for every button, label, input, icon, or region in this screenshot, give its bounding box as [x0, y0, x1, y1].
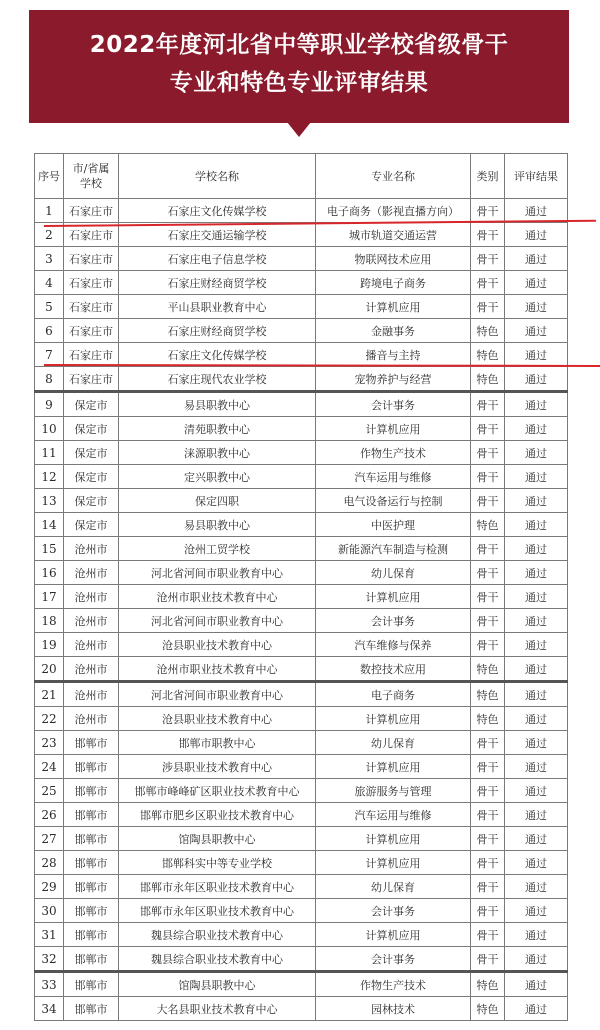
cell-city: 沧州市 — [64, 707, 119, 731]
cell-school: 沧县职业技术教育中心 — [119, 633, 316, 657]
cell-city: 邯郸市 — [64, 923, 119, 947]
cell-result: 通过 — [505, 199, 568, 223]
cell-no: 30 — [35, 899, 64, 923]
cell-city: 石家庄市 — [64, 367, 119, 392]
cell-major: 园林技术 — [316, 997, 471, 1021]
cell-major: 会计事务 — [316, 899, 471, 923]
header-no: 序号 — [35, 154, 64, 199]
table-row — [35, 367, 568, 392]
cell-city: 保定市 — [64, 465, 119, 489]
cell-no: 23 — [35, 731, 64, 755]
cell-no: 21 — [35, 682, 64, 707]
header-result: 评审结果 — [505, 154, 568, 199]
cell-result: 通过 — [505, 923, 568, 947]
cell-school: 馆陶县职教中心 — [119, 827, 316, 851]
cell-city: 保定市 — [64, 513, 119, 537]
cell-category: 特色 — [471, 343, 505, 367]
table-row — [35, 343, 568, 367]
cell-city: 邯郸市 — [64, 851, 119, 875]
cell-major: 幼儿保育 — [316, 731, 471, 755]
cell-school: 馆陶县职教中心 — [119, 972, 316, 997]
cell-category: 骨干 — [471, 803, 505, 827]
cell-category: 骨干 — [471, 223, 505, 247]
cell-result: 通过 — [505, 682, 568, 707]
cell-school: 涉县职业技术教育中心 — [119, 755, 316, 779]
cell-result: 通过 — [505, 489, 568, 513]
cell-major: 数控技术应用 — [316, 657, 471, 682]
cell-category: 骨干 — [471, 417, 505, 441]
cell-category: 骨干 — [471, 441, 505, 465]
table-row — [35, 585, 568, 609]
cell-major: 汽车运用与维修 — [316, 465, 471, 489]
table-row — [35, 997, 568, 1021]
cell-school: 定兴职教中心 — [119, 465, 316, 489]
cell-result: 通过 — [505, 465, 568, 489]
title-banner — [29, 10, 569, 123]
header-city-line-2: 学校 — [80, 177, 102, 190]
table-row — [35, 633, 568, 657]
cell-major: 金融事务 — [316, 319, 471, 343]
cell-no: 19 — [35, 633, 64, 657]
cell-category: 特色 — [471, 657, 505, 682]
cell-category: 特色 — [471, 972, 505, 997]
banner-pointer-icon — [287, 122, 311, 137]
table-row — [35, 199, 568, 223]
cell-category: 特色 — [471, 682, 505, 707]
cell-no: 4 — [35, 271, 64, 295]
cell-school: 河北省河间市职业教育中心 — [119, 561, 316, 585]
cell-school: 平山县职业教育中心 — [119, 295, 316, 319]
table-row — [35, 755, 568, 779]
cell-major: 电子商务 — [316, 682, 471, 707]
cell-city: 沧州市 — [64, 609, 119, 633]
cell-school: 涞源职教中心 — [119, 441, 316, 465]
cell-major: 计算机应用 — [316, 295, 471, 319]
table-row — [35, 707, 568, 731]
cell-no: 28 — [35, 851, 64, 875]
cell-no: 24 — [35, 755, 64, 779]
cell-city: 邯郸市 — [64, 899, 119, 923]
cell-result: 通过 — [505, 271, 568, 295]
table-row — [35, 827, 568, 851]
table-row — [35, 465, 568, 489]
table-row — [35, 489, 568, 513]
cell-city: 邯郸市 — [64, 997, 119, 1021]
cell-no: 20 — [35, 657, 64, 682]
cell-result: 通过 — [505, 707, 568, 731]
cell-school: 大名县职业技术教育中心 — [119, 997, 316, 1021]
cell-category: 骨干 — [471, 489, 505, 513]
table-row — [35, 803, 568, 827]
cell-category: 骨干 — [471, 899, 505, 923]
cell-school: 邯郸市峰峰矿区职业技术教育中心 — [119, 779, 316, 803]
table-row — [35, 537, 568, 561]
cell-city: 石家庄市 — [64, 319, 119, 343]
cell-category: 骨干 — [471, 633, 505, 657]
cell-city: 保定市 — [64, 489, 119, 513]
table-row — [35, 731, 568, 755]
cell-no: 6 — [35, 319, 64, 343]
cell-city: 邯郸市 — [64, 875, 119, 899]
cell-category: 骨干 — [471, 923, 505, 947]
cell-no: 18 — [35, 609, 64, 633]
cell-major: 物联网技术应用 — [316, 247, 471, 271]
cell-category: 特色 — [471, 513, 505, 537]
cell-category: 骨干 — [471, 271, 505, 295]
title-line-2: 专业和特色专业评审结果 — [169, 70, 429, 96]
cell-major: 宠物养护与经营 — [316, 367, 471, 392]
cell-result: 通过 — [505, 827, 568, 851]
cell-major: 幼儿保育 — [316, 875, 471, 899]
cell-major: 电气设备运行与控制 — [316, 489, 471, 513]
cell-school: 易县职教中心 — [119, 513, 316, 537]
cell-major: 计算机应用 — [316, 851, 471, 875]
cell-major: 会计事务 — [316, 392, 471, 417]
cell-result: 通过 — [505, 851, 568, 875]
cell-no: 33 — [35, 972, 64, 997]
cell-category: 特色 — [471, 997, 505, 1021]
cell-category: 骨干 — [471, 537, 505, 561]
cell-category: 骨干 — [471, 247, 505, 271]
cell-result: 通过 — [505, 417, 568, 441]
cell-result: 通过 — [505, 537, 568, 561]
cell-city: 石家庄市 — [64, 343, 119, 367]
cell-school: 保定四职 — [119, 489, 316, 513]
cell-result: 通过 — [505, 561, 568, 585]
cell-result: 通过 — [505, 585, 568, 609]
cell-city: 邯郸市 — [64, 755, 119, 779]
table-row — [35, 319, 568, 343]
cell-no: 27 — [35, 827, 64, 851]
cell-result: 通过 — [505, 343, 568, 367]
table-row — [35, 609, 568, 633]
cell-result: 通过 — [505, 779, 568, 803]
table-row — [35, 682, 568, 707]
table-row — [35, 923, 568, 947]
cell-result: 通过 — [505, 295, 568, 319]
table-row — [35, 513, 568, 537]
cell-city: 沧州市 — [64, 537, 119, 561]
cell-no: 3 — [35, 247, 64, 271]
cell-result: 通过 — [505, 731, 568, 755]
table-row — [35, 779, 568, 803]
cell-city: 邯郸市 — [64, 827, 119, 851]
cell-city: 沧州市 — [64, 633, 119, 657]
table-row — [35, 657, 568, 682]
cell-city: 石家庄市 — [64, 223, 119, 247]
cell-result: 通过 — [505, 441, 568, 465]
cell-school: 沧州市职业技术教育中心 — [119, 657, 316, 682]
cell-no: 32 — [35, 947, 64, 972]
cell-school: 邯郸市永年区职业技术教育中心 — [119, 899, 316, 923]
cell-result: 通过 — [505, 392, 568, 417]
table-row — [35, 947, 568, 972]
cell-result: 通过 — [505, 972, 568, 997]
cell-school: 石家庄财经商贸学校 — [119, 319, 316, 343]
cell-major: 汽车运用与维修 — [316, 803, 471, 827]
cell-major: 计算机应用 — [316, 585, 471, 609]
cell-major: 作物生产技术 — [316, 441, 471, 465]
table-row — [35, 441, 568, 465]
cell-city: 邯郸市 — [64, 972, 119, 997]
cell-category: 骨干 — [471, 392, 505, 417]
cell-category: 骨干 — [471, 755, 505, 779]
cell-no: 1 — [35, 199, 64, 223]
cell-major: 旅游服务与管理 — [316, 779, 471, 803]
cell-school: 魏县综合职业技术教育中心 — [119, 923, 316, 947]
table-header-row — [35, 154, 568, 199]
cell-result: 通过 — [505, 803, 568, 827]
cell-category: 骨干 — [471, 851, 505, 875]
cell-result: 通过 — [505, 223, 568, 247]
cell-no: 34 — [35, 997, 64, 1021]
cell-city: 石家庄市 — [64, 295, 119, 319]
cell-school: 石家庄文化传媒学校 — [119, 343, 316, 367]
cell-major: 计算机应用 — [316, 417, 471, 441]
cell-school: 石家庄财经商贸学校 — [119, 271, 316, 295]
cell-no: 14 — [35, 513, 64, 537]
table-row — [35, 417, 568, 441]
cell-major: 播音与主持 — [316, 343, 471, 367]
table-row — [35, 247, 568, 271]
table-row — [35, 851, 568, 875]
cell-city: 邯郸市 — [64, 731, 119, 755]
cell-major: 跨境电子商务 — [316, 271, 471, 295]
cell-result: 通过 — [505, 247, 568, 271]
cell-school: 邯郸市职教中心 — [119, 731, 316, 755]
header-category: 类别 — [471, 154, 505, 199]
cell-major: 计算机应用 — [316, 755, 471, 779]
cell-result: 通过 — [505, 633, 568, 657]
cell-major: 幼儿保育 — [316, 561, 471, 585]
cell-no: 2 — [35, 223, 64, 247]
cell-category: 骨干 — [471, 561, 505, 585]
cell-no: 8 — [35, 367, 64, 392]
cell-result: 通过 — [505, 657, 568, 682]
cell-school: 沧县职业技术教育中心 — [119, 707, 316, 731]
results-table — [34, 153, 568, 1021]
cell-no: 7 — [35, 343, 64, 367]
cell-no: 25 — [35, 779, 64, 803]
cell-city: 石家庄市 — [64, 199, 119, 223]
cell-city: 邯郸市 — [64, 947, 119, 972]
cell-no: 17 — [35, 585, 64, 609]
table-row — [35, 875, 568, 899]
cell-major: 汽车维修与保养 — [316, 633, 471, 657]
cell-city: 邯郸市 — [64, 803, 119, 827]
cell-category: 骨干 — [471, 731, 505, 755]
header-city — [64, 154, 119, 199]
cell-city: 保定市 — [64, 417, 119, 441]
cell-school: 易县职教中心 — [119, 392, 316, 417]
cell-no: 15 — [35, 537, 64, 561]
cell-no: 31 — [35, 923, 64, 947]
cell-result: 通过 — [505, 319, 568, 343]
cell-school: 沧州市职业技术教育中心 — [119, 585, 316, 609]
cell-city: 邯郸市 — [64, 779, 119, 803]
cell-major: 城市轨道交通运营 — [316, 223, 471, 247]
header-major: 专业名称 — [316, 154, 471, 199]
cell-school: 石家庄交通运输学校 — [119, 223, 316, 247]
cell-category: 骨干 — [471, 585, 505, 609]
cell-category: 特色 — [471, 707, 505, 731]
cell-no: 16 — [35, 561, 64, 585]
cell-no: 22 — [35, 707, 64, 731]
cell-school: 河北省河间市职业教育中心 — [119, 682, 316, 707]
cell-category: 骨干 — [471, 609, 505, 633]
cell-school: 邯郸市永年区职业技术教育中心 — [119, 875, 316, 899]
cell-school: 清苑职教中心 — [119, 417, 316, 441]
cell-city: 保定市 — [64, 392, 119, 417]
cell-major: 电子商务（影视直播方向） — [316, 199, 471, 223]
cell-category: 骨干 — [471, 875, 505, 899]
cell-no: 5 — [35, 295, 64, 319]
cell-city: 沧州市 — [64, 657, 119, 682]
cell-city: 石家庄市 — [64, 271, 119, 295]
cell-category: 特色 — [471, 319, 505, 343]
cell-category: 特色 — [471, 367, 505, 392]
cell-major: 会计事务 — [316, 947, 471, 972]
cell-school: 邯郸市肥乡区职业技术教育中心 — [119, 803, 316, 827]
cell-no: 10 — [35, 417, 64, 441]
cell-result: 通过 — [505, 947, 568, 972]
cell-school: 魏县综合职业技术教育中心 — [119, 947, 316, 972]
cell-school: 石家庄现代农业学校 — [119, 367, 316, 392]
cell-category: 骨干 — [471, 295, 505, 319]
table-row — [35, 899, 568, 923]
cell-result: 通过 — [505, 899, 568, 923]
cell-no: 12 — [35, 465, 64, 489]
table-row — [35, 561, 568, 585]
cell-school: 邯郸科实中等专业学校 — [119, 851, 316, 875]
cell-no: 29 — [35, 875, 64, 899]
header-school: 学校名称 — [119, 154, 316, 199]
cell-school: 石家庄文化传媒学校 — [119, 199, 316, 223]
cell-result: 通过 — [505, 755, 568, 779]
cell-category: 骨干 — [471, 465, 505, 489]
cell-city: 保定市 — [64, 441, 119, 465]
cell-no: 13 — [35, 489, 64, 513]
table-row — [35, 271, 568, 295]
cell-category: 骨干 — [471, 779, 505, 803]
cell-category: 骨干 — [471, 827, 505, 851]
cell-school: 沧州工贸学校 — [119, 537, 316, 561]
cell-school: 石家庄电子信息学校 — [119, 247, 316, 271]
cell-major: 作物生产技术 — [316, 972, 471, 997]
cell-category: 骨干 — [471, 947, 505, 972]
cell-result: 通过 — [505, 513, 568, 537]
table-row — [35, 392, 568, 417]
cell-result: 通过 — [505, 997, 568, 1021]
cell-city: 沧州市 — [64, 585, 119, 609]
cell-city: 沧州市 — [64, 682, 119, 707]
cell-no: 26 — [35, 803, 64, 827]
title-line-1: 2022年度河北省中等职业学校省级骨干 — [89, 32, 509, 58]
cell-city: 沧州市 — [64, 561, 119, 585]
cell-major: 计算机应用 — [316, 923, 471, 947]
header-city-line-1: 市/省属 — [72, 162, 110, 175]
cell-category: 骨干 — [471, 199, 505, 223]
cell-no: 11 — [35, 441, 64, 465]
cell-major: 新能源汽车制造与检测 — [316, 537, 471, 561]
table-row — [35, 972, 568, 997]
cell-city: 石家庄市 — [64, 247, 119, 271]
cell-school: 河北省河间市职业教育中心 — [119, 609, 316, 633]
cell-major: 中医护理 — [316, 513, 471, 537]
cell-major: 会计事务 — [316, 609, 471, 633]
cell-no: 9 — [35, 392, 64, 417]
cell-result: 通过 — [505, 609, 568, 633]
cell-major: 计算机应用 — [316, 827, 471, 851]
table-row — [35, 295, 568, 319]
cell-major: 计算机应用 — [316, 707, 471, 731]
cell-result: 通过 — [505, 875, 568, 899]
cell-result: 通过 — [505, 367, 568, 392]
